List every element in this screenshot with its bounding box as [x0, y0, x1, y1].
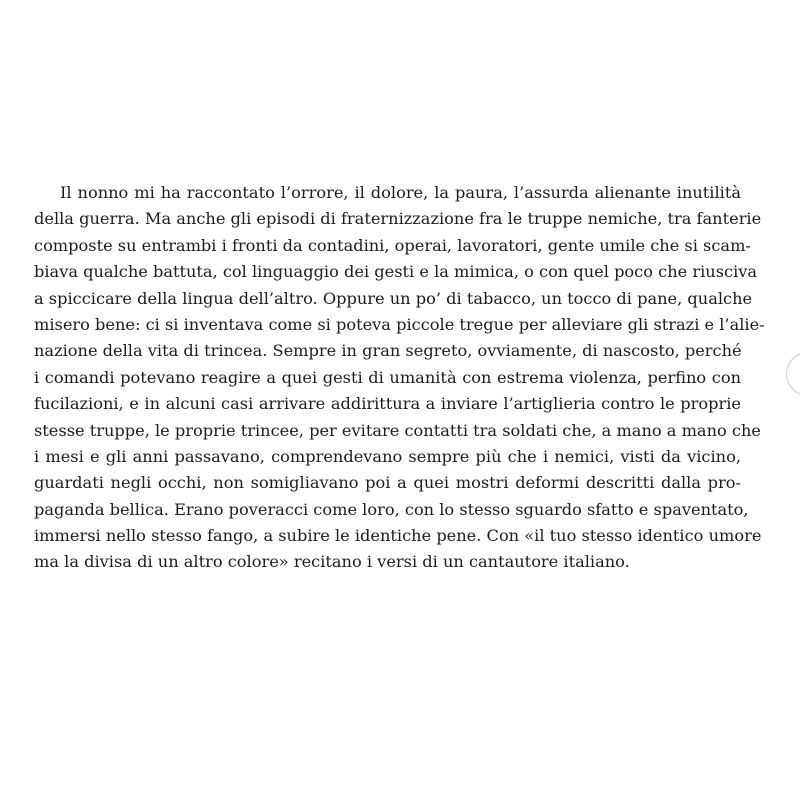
paragraph-line: Il nonno mi ha raccontato l’orrore, il dolore, la paura, l’assurda alienante inutilità [60, 183, 741, 202]
paragraph-line: composte su entrambi i fronti da contadini, operai, lavoratori, gente umile che si scam- [34, 235, 751, 255]
paragraph-line: guardati negli occhi, non somigliavano poi a quei mostri deformi descritti dalla pro- [34, 473, 741, 493]
paragraph-line: a spiccicare della lingua dell’altro. Oppure un po’ di tabacco, un tocco di pane, qualche [34, 288, 753, 308]
paragraph-line: immersi nello stesso fango, a subire le identiche pene. Con «il tuo stesso identico umore [34, 526, 762, 546]
paragraph-line: paganda bellica. Erano poveracci come loro, con lo stesso sguardo sfatto e spaventato, [34, 499, 749, 519]
next-page-button[interactable] [786, 352, 800, 396]
paragraph-line: biava qualche battuta, col linguaggio dei gesti e la mimica, o con quel poco che riusciva [34, 262, 758, 282]
paragraph-line: misero bene: ci si inventava come si poteva piccole tregue per alleviare gli strazi e l’alie- [34, 314, 765, 334]
paragraph-line: stesse truppe, le proprie trincee, per evitare contatti tra soldati che, a mano a mano che [34, 420, 761, 440]
paragraph-line: nazione della vita di trincea. Sempre in gran segreto, ovviamente, di nascosto, perché [34, 341, 742, 361]
paragraph-line: fucilazioni, e in alcuni casi arrivare addirittura a inviare l’artiglieria contro le proprie [34, 394, 741, 414]
paragraph-line: i mesi e gli anni passavano, comprendevano sempre più che i nemici, visti da vicino, [34, 446, 741, 466]
paragraph-line: ma la divisa di un altro colore» recitano i versi di un cantautore italiano. [34, 552, 630, 572]
paragraph-line: della guerra. Ma anche gli episodi di fraternizzazione fra le truppe nemiche, tra fanterie [34, 209, 762, 229]
paragraph-line: i comandi potevano reagire a quei gesti di umanità con estrema violenza, perfino con [34, 367, 741, 387]
body-paragraph [34, 180, 765, 576]
